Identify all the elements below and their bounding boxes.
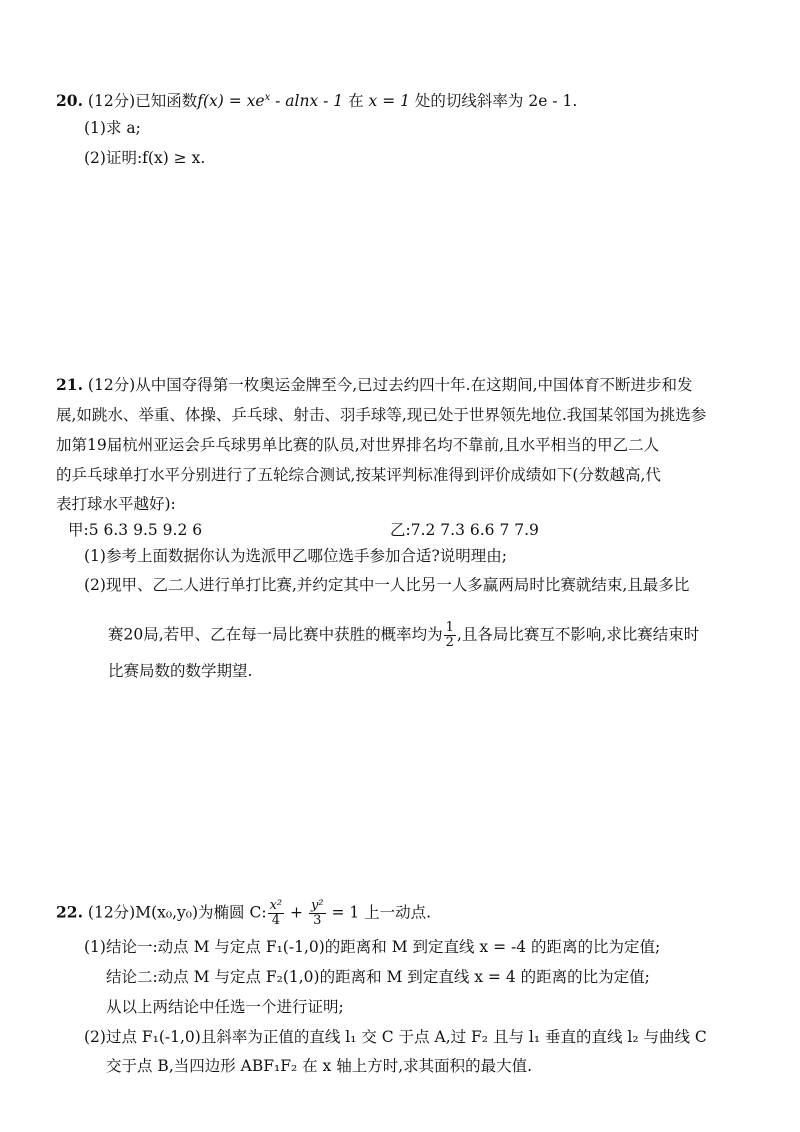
problem-21-number: 21. [56,375,83,394]
jia-scores: 甲:5 6.3 9.5 9.2 6 [68,521,203,539]
problem-21-line-5: 表打球水平越好): [56,495,176,513]
problem-22-choose: 从以上两结论中任选一个进行证明; [106,998,344,1016]
problem-20-question-2: (2)证明:f(x) ≥ x. [84,149,206,167]
problem-22-question-2b: 交于点 B,当四边形 ABF₁F₂ 在 x 轴上方时,求其面积的最大值. [106,1057,533,1075]
problem-21-line-1: 21. (12分)从中国夺得第一枚奥运金牌至今,已过去约四十年.在这期间,中国体育不断进步和发 [56,375,693,394]
problem-21-question-2c: 比赛局数的数学期望. [108,662,253,680]
problem-20-head: (12分)已知函数 [87,92,198,111]
problem-20-number: 20. [56,91,83,111]
probability-fraction: $\frac{1}{2}$ [445,620,454,650]
problem-21-line-4: 的乒乓球单打水平分别进行了五轮综合测试,按某评判标准得到评价成绩如下(分数越高,代 [56,466,661,484]
problem-20-question-1: (1)求 a; [84,119,141,137]
problem-22-number: 22. [56,902,83,922]
problem-22-statement: 22. (12分)M(x₀,y₀)为椭圆 C: $\frac{\text{x²}}{4}$ + $\frac{\text{y²}}{3}$ = 1 上一动点. [56,898,432,928]
problem-22-conclusion-1: (1)结论一:动点 M 与定点 F₁(-1,0)的距离和 M 到定直线 x = -4 的距离的比为定值; [84,938,661,956]
ellipse-x-term: $\frac{\text{x²}}{4}$ [269,898,283,928]
yi-scores: 乙:7.2 7.3 6.6 7 7.9 [390,521,539,539]
problem-21-question-2b: 赛20局,若甲、乙在每一局比赛中获胜的概率均为 $\frac{1}{2}$ ,且各局比赛互不影响,求比赛结束时 [108,620,700,650]
problem-20-point: x = 1 [368,92,410,111]
problem-21-question-2a: (2)现甲、乙二人进行单打比赛,并约定其中一人比另一人多赢两局时比赛就结束,且最多比 [84,576,690,594]
ellipse-y-term: $\frac{\text{y²}}{3}$ [310,898,324,928]
problem-20-mid: 在 [343,92,369,111]
problem-20-tail: 处的切线斜率为 2e - 1. [409,92,578,111]
problem-21-question-1: (1)参考上面数据你认为选派甲乙哪位选手参加合适?说明理由; [84,547,507,565]
problem-20-statement [56,87,577,112]
problem-22-conclusion-2: 结论二:动点 M 与定点 F₂(1,0)的距离和 M 到定直线 x = 4 的距离的比为定值; [106,968,650,986]
problem-20-function: $f(x) = xe^x - alnx - 1$ [197,92,344,111]
problem-22-question-2a: (2)过点 F₁(-1,0)且斜率为正值的直线 l₁ 交 C 于点 A,过 F₂ 且与 l₁ 垂直的直线 l₂ 与曲线 C [84,1028,707,1046]
problem-21-line-2: 展,如跳水、举重、体操、乒乓球、射击、羽手球等,现已处于世界领先地位.我国某邻国为挑选参 [56,406,707,424]
problem-21-line-3: 加第19届杭州亚运会乒乓球男单比赛的队员,对世界排名均不靠前,且水平相当的甲乙二人 [56,436,660,454]
